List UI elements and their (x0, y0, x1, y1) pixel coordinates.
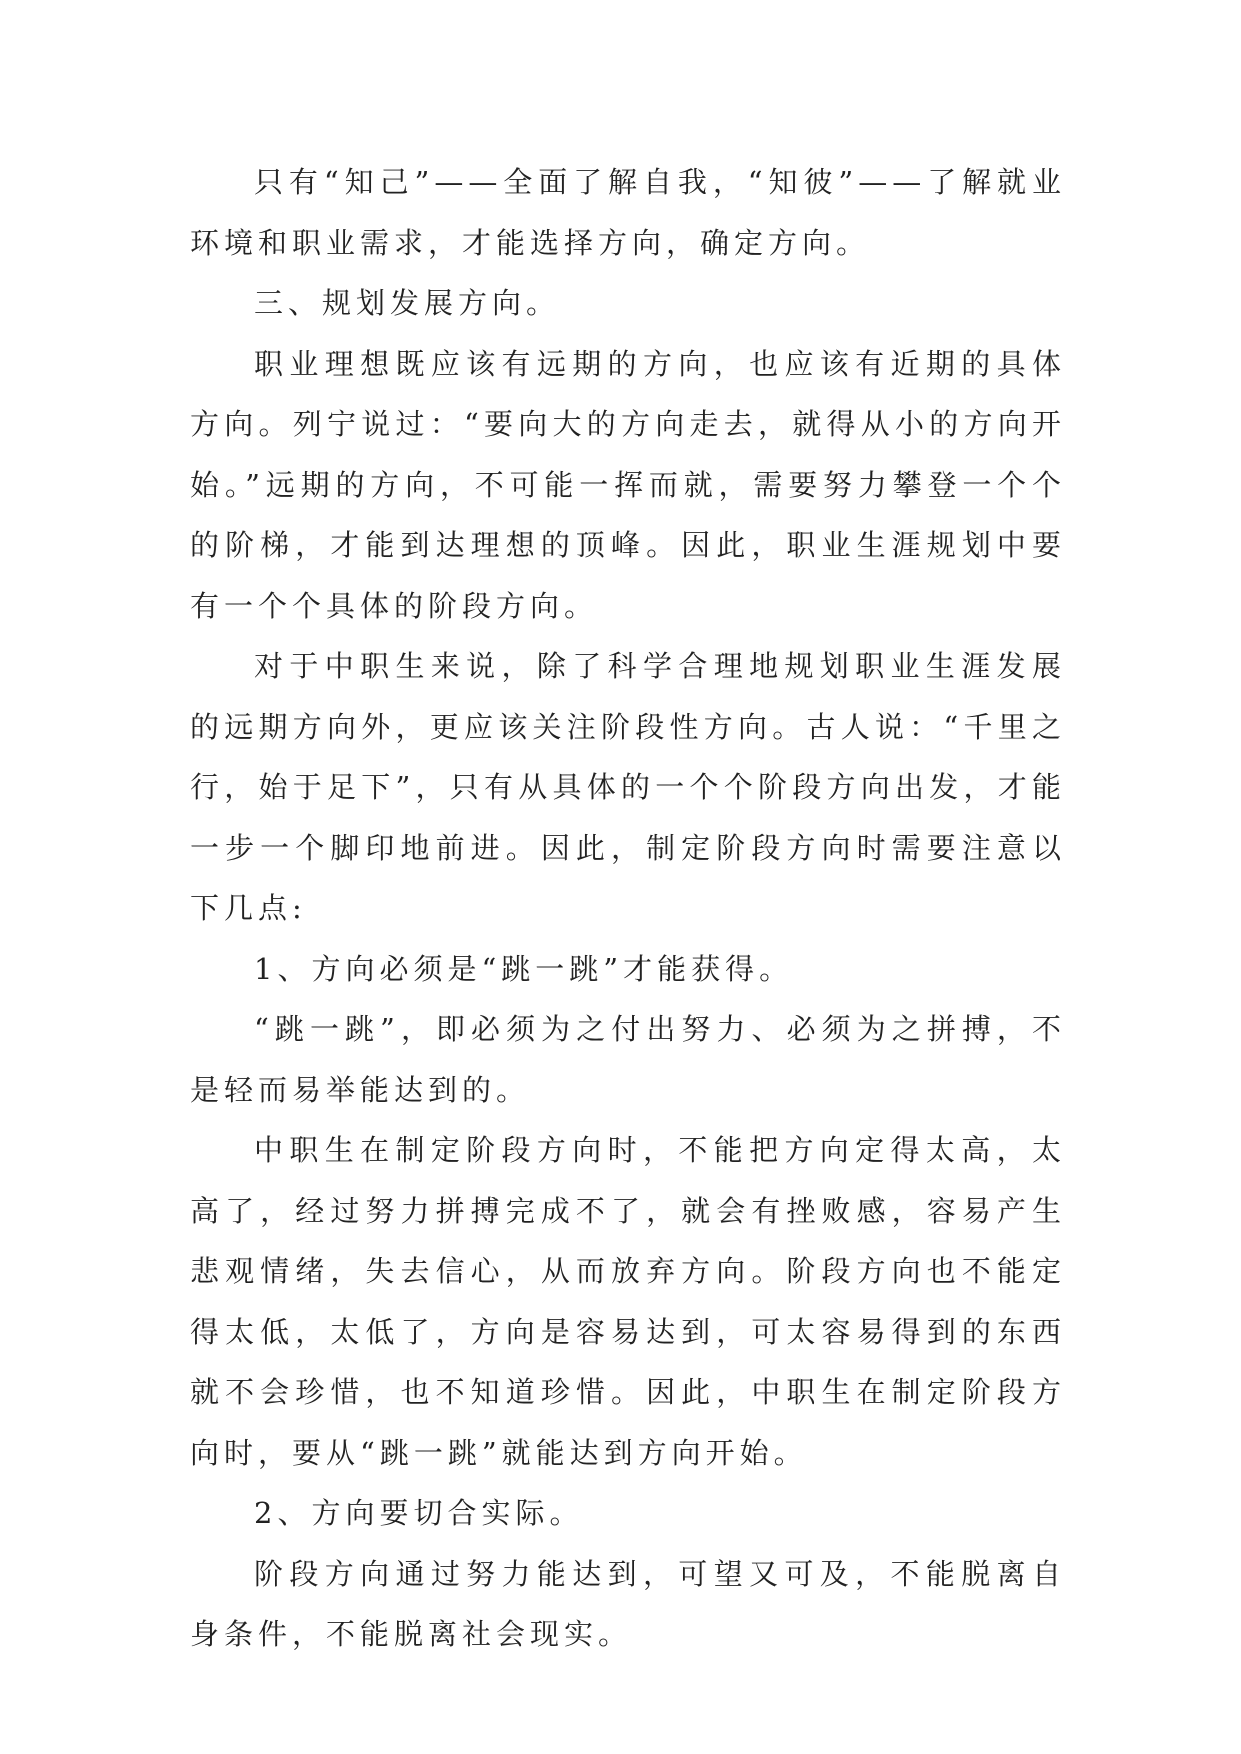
paragraph-self-knowledge: 只有“知己”——全面了解自我，“知彼”——了解就业环境和职业需求，才能选择方向，确定方向。 (190, 165, 1066, 260)
paragraph-long-term-direction: 职业理想既应该有远期的方向，也应该有近期的具体方向。列宁说过：“要向大的方向走去，就得从小的方向开始。”远期的方向，不可能一挥而就，需要努力攀登一个个的阶梯，才能到达理想的顶峰。因此，职业生涯规划中要有一个个具体的阶段方向。 (190, 346, 1066, 623)
paragraph-realistic: 阶段方向通过努力能达到，可望又可及，不能脱离自身条件，不能脱离社会现实。 (190, 1556, 1066, 1651)
paragraph-not-too-high-or-low: 中职生在制定阶段方向时，不能把方向定得太高，太高了，经过努力拼搏完成不了，就会有挫败感，容易产生悲观情绪，失去信心，从而放弃方向。阶段方向也不能定得太低，太低了，方向是容易达到，可太容易得到的东西就不会珍惜，也不知道珍惜。因此，中职生在制定阶段方向时，要从“跳一跳”就能达到方向开始。 (190, 1133, 1066, 1470)
list-item-point-1: 1、方向必须是“跳一跳”才能获得。 (254, 951, 794, 986)
section-heading-plan-direction: 三、规划发展方向。 (254, 286, 561, 320)
list-item-point-2: 2、方向要切合实际。 (254, 1496, 584, 1530)
paragraph-jump-explained: “跳一跳”，即必须为之付出努力、必须为之拼搏，不是轻而易举能达到的。 (190, 1012, 1066, 1107)
document-body (190, 152, 1066, 1665)
paragraph-stage-direction: 对于中职生来说，除了科学合理地规划职业生涯发展的远期方向外，更应该关注阶段性方向。古人说：“千里之行，始于足下”，只有从具体的一个个阶段方向出发，才能一步一个脚印地前进。因此，制定阶段方向时需要注意以下几点: (190, 649, 1066, 925)
